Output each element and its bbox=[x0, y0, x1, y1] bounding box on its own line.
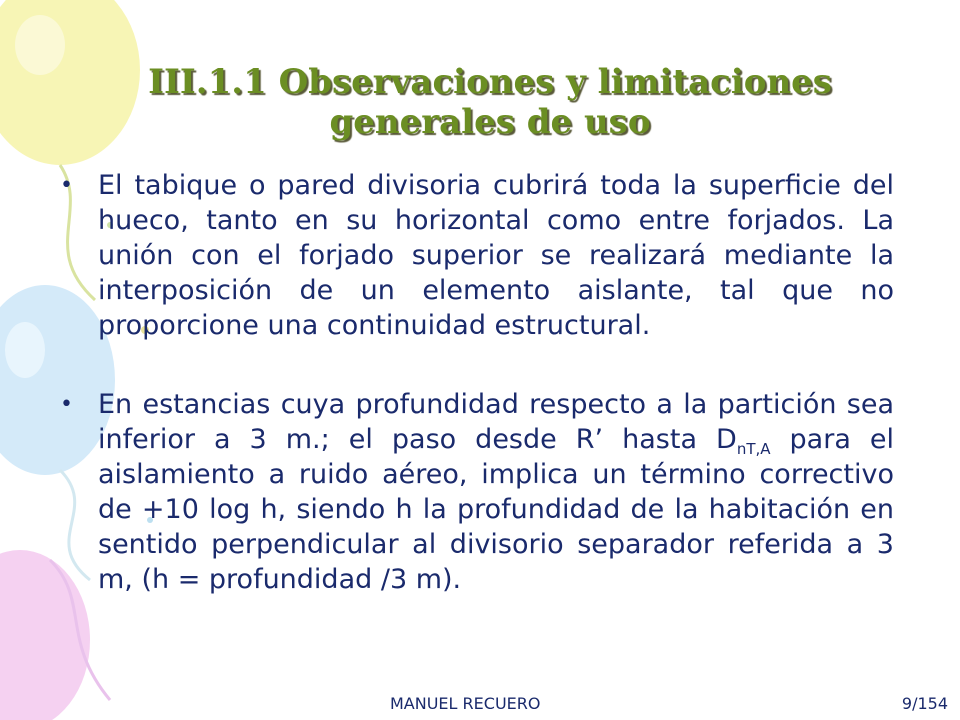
bullet-item-2 bbox=[58, 387, 894, 597]
footer-author: MANUEL RECUERO bbox=[390, 694, 541, 713]
footer-page-number: 9/154 bbox=[901, 694, 948, 713]
bullet-text-1: El tabique o pared divisoria cubrirá toda la superficie del hueco, tanto en su horizontal como entre forjados. La unión con el forjado superior se realizará mediante la interposición de un elemento aislante, tal que no proporcione una continuidad estructural. bbox=[98, 170, 894, 341]
bullet-dot-icon: • bbox=[60, 392, 73, 417]
slide-title bbox=[110, 62, 870, 142]
title-line-2: generales de uso bbox=[329, 102, 651, 142]
balloon-yellow-highlight bbox=[15, 15, 65, 75]
bullet-dot-icon: • bbox=[60, 173, 73, 198]
balloon-blue-highlight bbox=[5, 322, 45, 378]
title-line-1: III.1.1 Observaciones y limitaciones bbox=[148, 62, 832, 102]
bullet-list bbox=[58, 168, 894, 597]
bullet-item-1 bbox=[58, 168, 894, 343]
bullet-text-2-subscript: nT,A bbox=[736, 440, 771, 458]
bullet-text-2-part1: En estancias cuya profundidad respecto a la partición sea inferior a 3 m.; el paso desde R’ hasta D bbox=[98, 389, 894, 455]
bullet-text-2-part2: para el aislamiento a ruido aéreo, implica un término correctivo de +10 log h, siendo h la profundidad de la habitación en sentido perpendicular al divisorio separador referida a 3 m, (h = profundidad /3 m). bbox=[98, 424, 895, 595]
